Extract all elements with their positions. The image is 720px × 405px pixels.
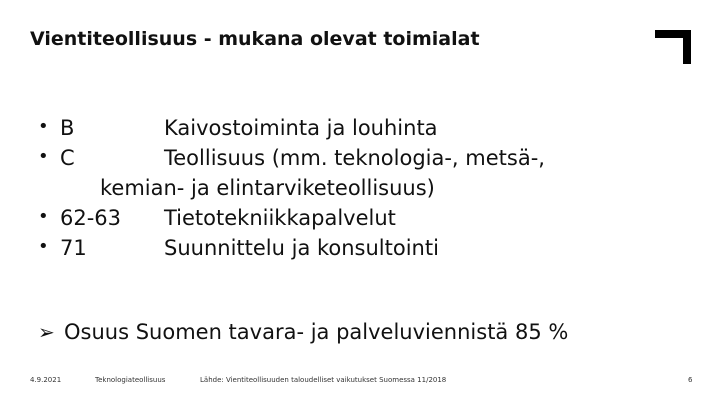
- industry-name-continued: kemian- ja elintarviketeollisuus): [100, 176, 435, 200]
- footer-date: 4.9.2021: [30, 376, 62, 384]
- bullet-dot: •: [38, 206, 49, 227]
- bullet-list: [38, 113, 678, 263]
- page-number: 6: [688, 376, 693, 384]
- list-item: [38, 143, 678, 173]
- list-item: [38, 233, 678, 263]
- industry-name: Teollisuus (mm. teknologia-, metsä-,: [164, 146, 545, 170]
- bullet-dot: •: [38, 146, 49, 167]
- summary-text: Osuus Suomen tavara- ja palveluviennistä 85 %: [64, 320, 569, 344]
- industry-code: 71: [60, 236, 87, 260]
- list-item: [38, 113, 678, 143]
- industry-name: Kaivostoiminta ja louhinta: [164, 116, 438, 140]
- industry-code: B: [60, 116, 75, 140]
- footer-source: Lähde: Vientiteollisuuden taloudelliset vaikutukset Suomessa 11/2018: [200, 376, 447, 384]
- footer-organization: Teknologiateollisuus: [95, 376, 166, 384]
- bullet-dot: •: [38, 116, 49, 137]
- slide-title: Vientiteollisuus - mukana olevat toimialat: [30, 28, 480, 50]
- slide-footer: [0, 376, 720, 388]
- industry-code: 62-63: [60, 206, 122, 230]
- industry-code: C: [60, 146, 75, 170]
- corner-bracket-logo: [655, 30, 691, 64]
- bullet-dot: •: [38, 236, 49, 257]
- list-item: [38, 203, 678, 233]
- arrow-right-icon: ➢: [38, 320, 55, 344]
- industry-name: Tietotekniikkapalvelut: [164, 206, 396, 230]
- export-share-summary: [38, 320, 568, 344]
- list-item-continuation: [38, 173, 678, 203]
- industry-name: Suunnittelu ja konsultointi: [164, 236, 439, 260]
